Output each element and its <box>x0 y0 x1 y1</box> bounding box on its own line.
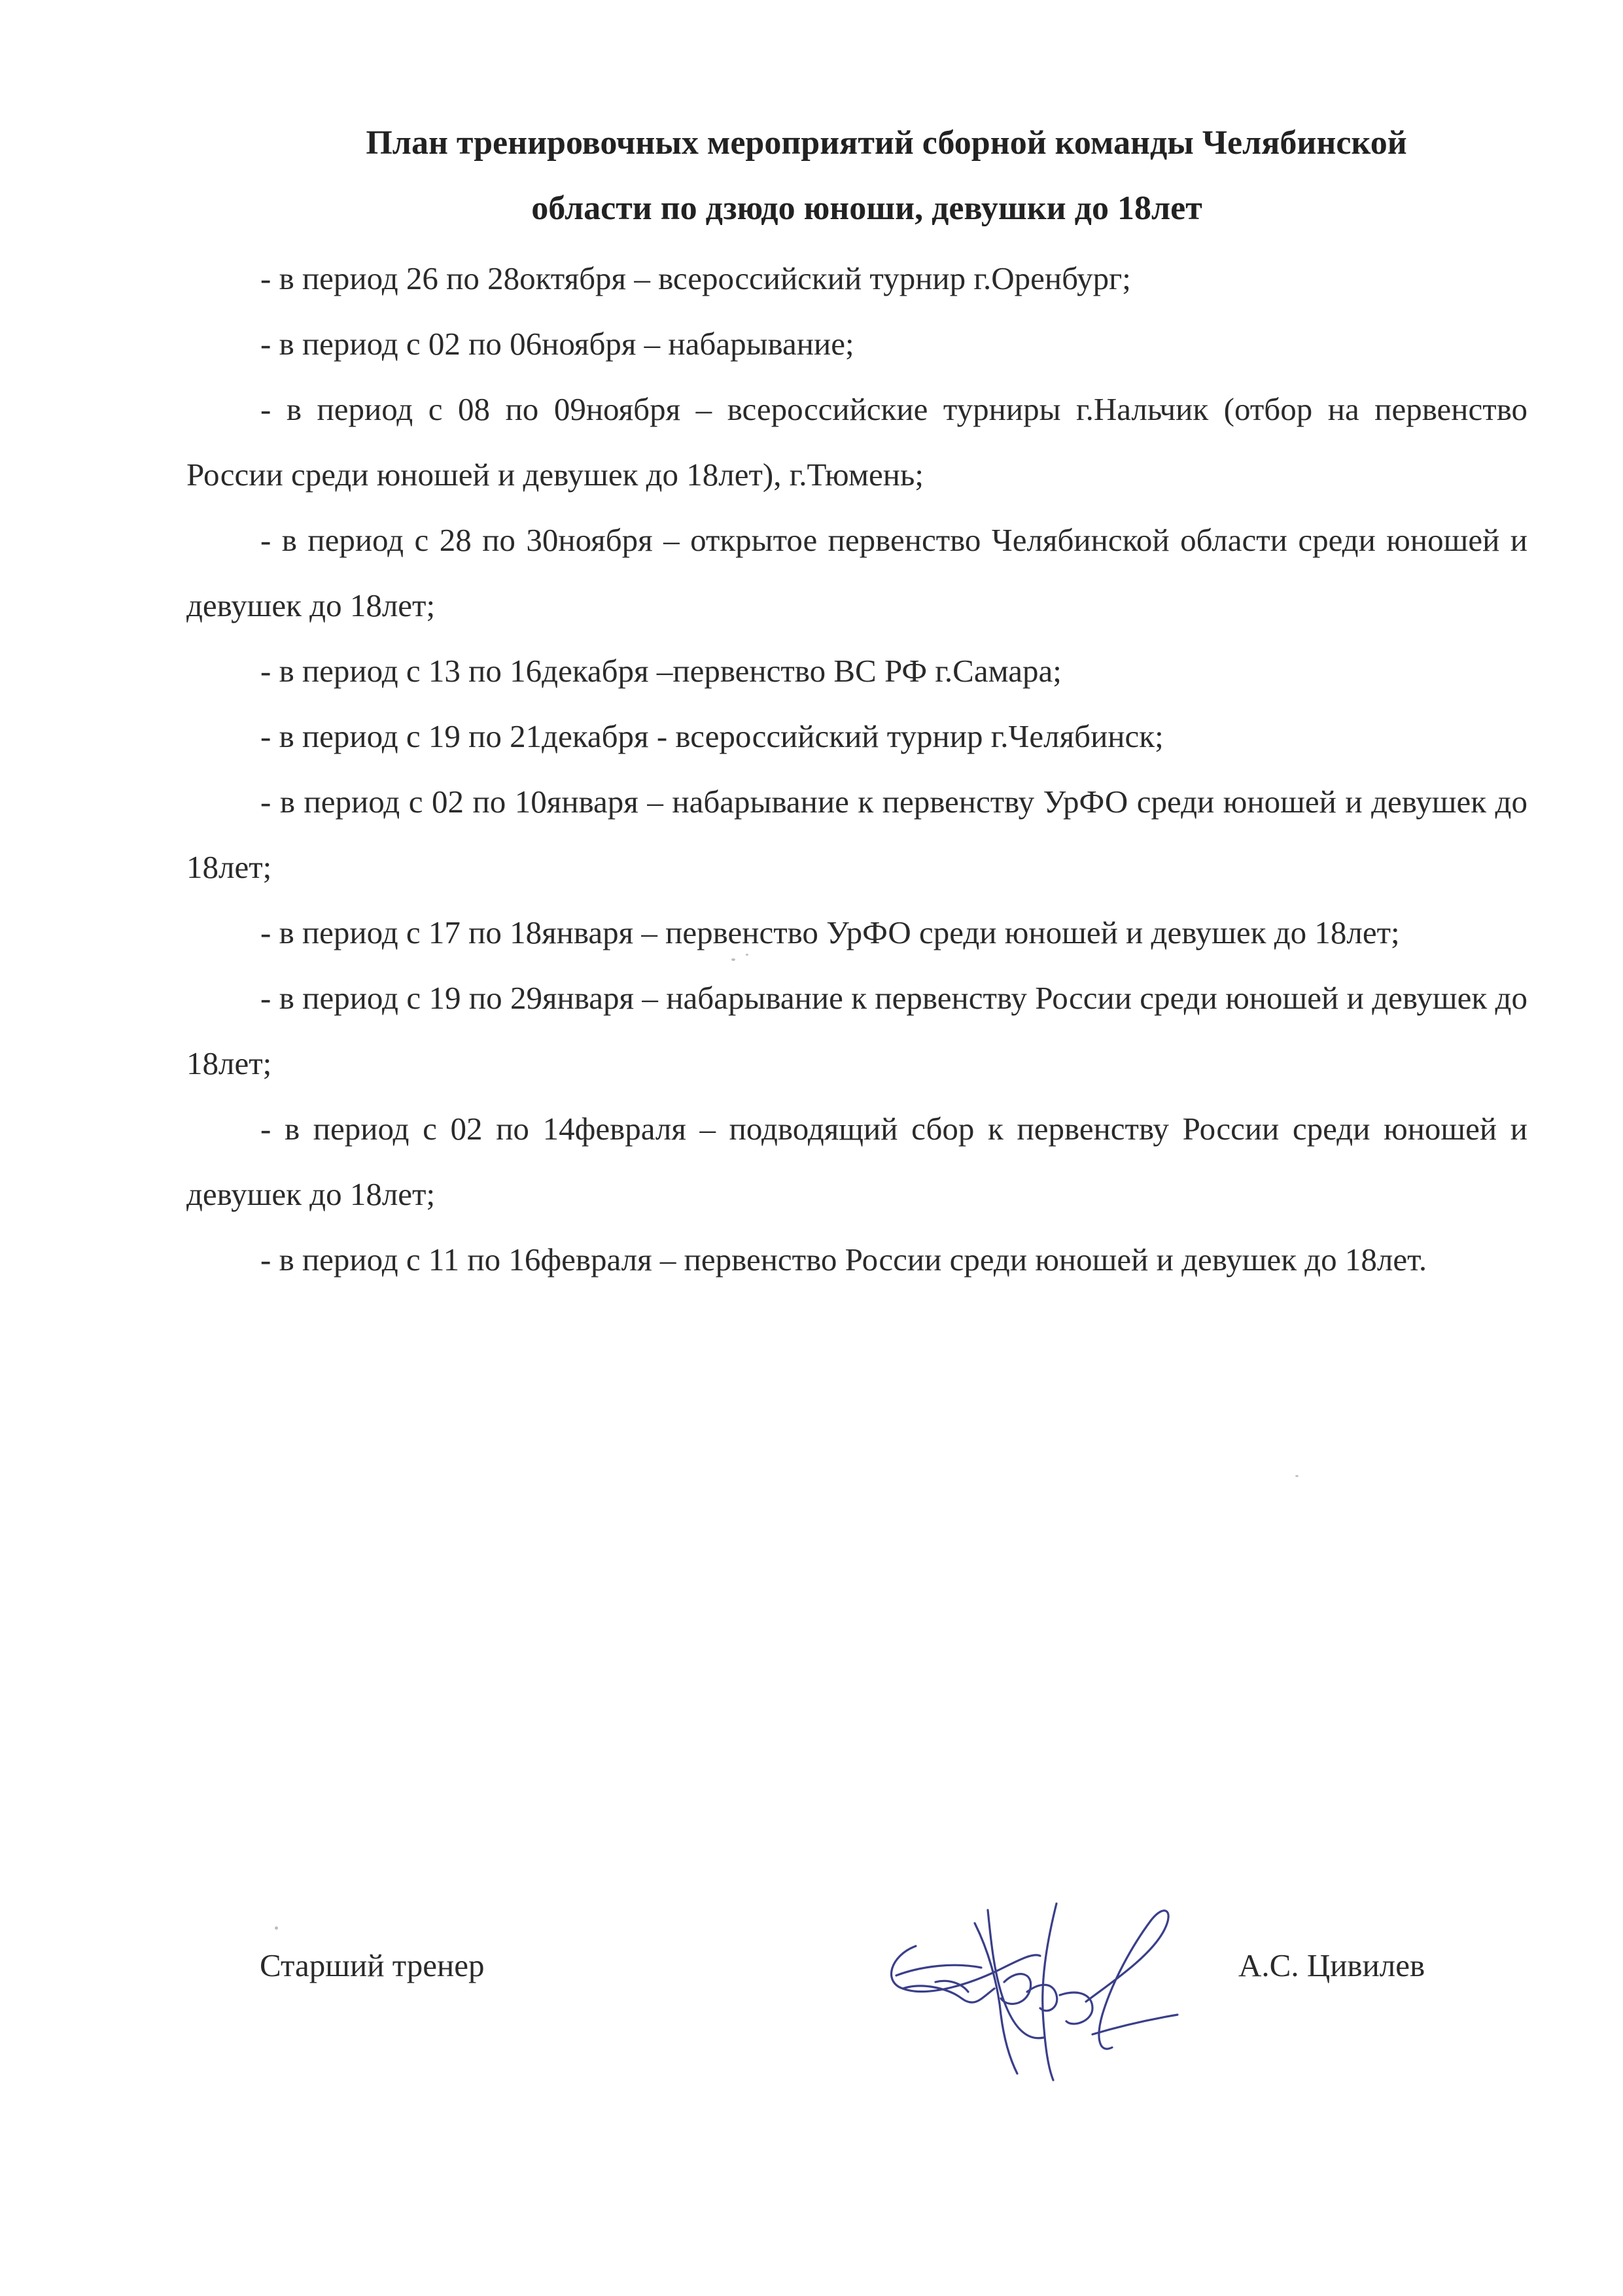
scan-speck <box>1295 1475 1299 1477</box>
schedule-item: - в период с 11 по 16февраля – первенство России среди юношей и девушек до 18лет. <box>260 1242 1427 1278</box>
schedule-item: - в период с 02 по 10января – набарывание к первенству УрФО среди юношей и девушек до 18лет; <box>186 784 1527 885</box>
schedule-item: - в период 26 по 28октября – всероссийский турнир г.Оренбург; <box>260 260 1131 296</box>
signatory-position: Старший тренер <box>260 1947 485 1983</box>
schedule-item: - в период с 02 по 06ноября – набарывание; <box>260 326 854 362</box>
signatory-name: А.С. Цивилев <box>1238 1947 1425 1983</box>
schedule-item: - в период с 17 по 18января – первенство УрФО среди юношей и девушек до 18лет; <box>260 914 1400 950</box>
schedule-item: - в период с 08 по 09ноября – всероссийские турниры г.Нальчик (отбор на первенство России среди юношей и девушек до 18лет), г.Тюмень; <box>186 391 1527 493</box>
schedule-list <box>186 246 1527 1293</box>
scan-speck <box>731 958 735 961</box>
schedule-item: - в период с 19 по 29января – набарывание к первенству России среди юношей и девушек до 18лет; <box>186 980 1527 1081</box>
schedule-item: - в период с 13 по 16декабря –первенство ВС РФ г.Самара; <box>260 653 1062 689</box>
schedule-item: - в период с 02 по 14февраля – подводящий сбор к первенству России среди юношей и девушек до 18лет; <box>186 1111 1527 1212</box>
schedule-item: - в период с 28 по 30ноября – открытое первенство Челябинской области среди юношей и девушек до 18лет; <box>186 522 1527 623</box>
document-title-line-1: План тренировочных мероприятий сборной команды Челябинской <box>366 124 1407 162</box>
scan-speck <box>746 954 748 956</box>
handwritten-signature <box>877 1884 1269 2100</box>
document-title-line-2: области по дзюдо юноши, девушки до 18лет <box>531 190 1202 227</box>
scan-speck <box>275 1926 278 1930</box>
schedule-item: - в период с 19 по 21декабря - всероссийский турнир г.Челябинск; <box>260 718 1164 754</box>
